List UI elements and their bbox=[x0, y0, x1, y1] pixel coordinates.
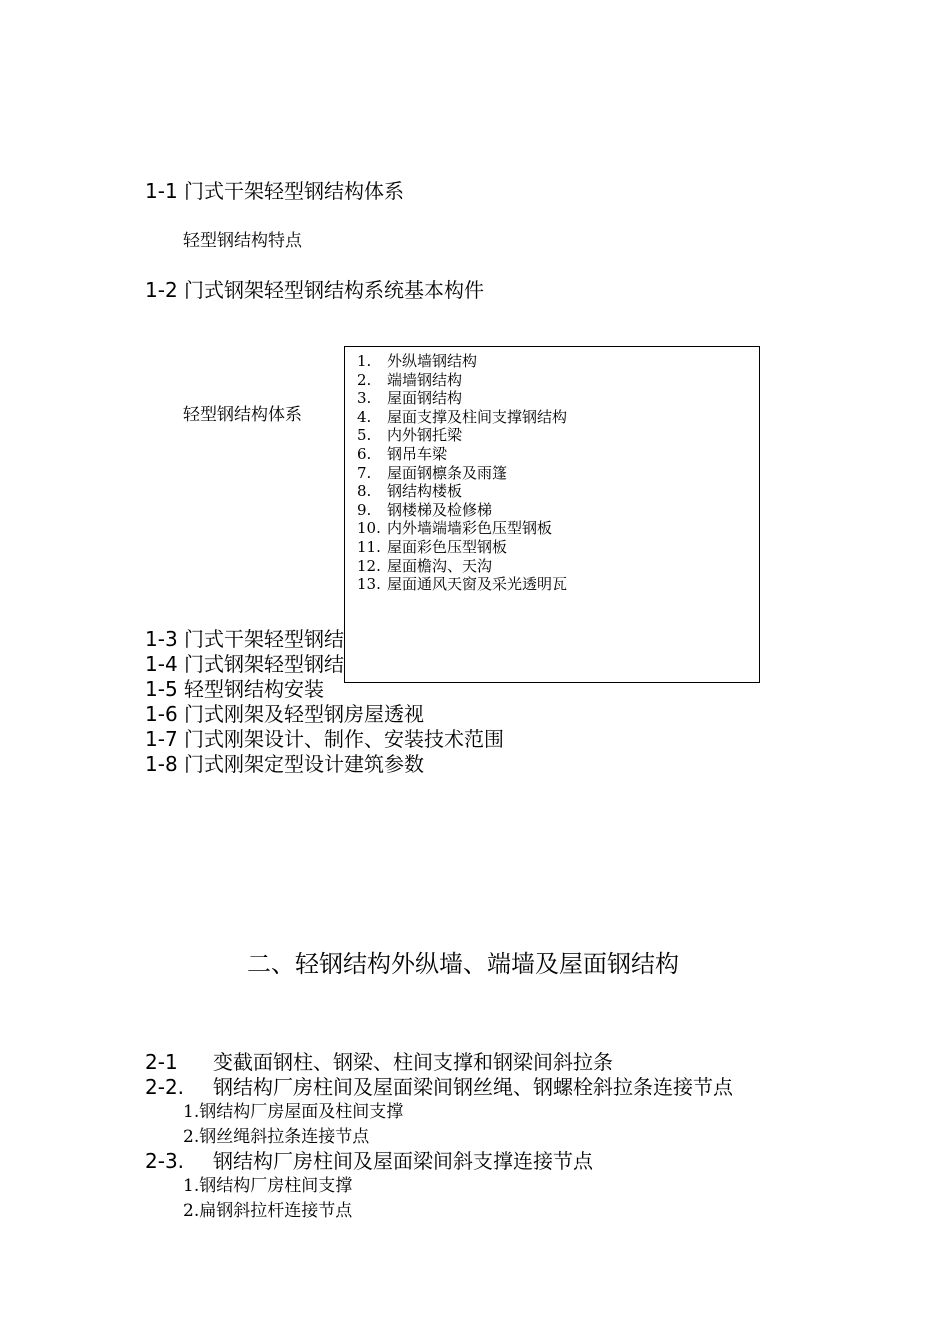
list-item-text: 屋面支撑及柱间支撑钢结构 bbox=[387, 407, 568, 426]
heading-2-1-number: 2-1 bbox=[145, 1050, 178, 1074]
list-item-text: 屋面钢檩条及雨篷 bbox=[387, 463, 508, 482]
list-item bbox=[357, 352, 567, 371]
list-item bbox=[357, 389, 567, 408]
list-item-number: 1. bbox=[357, 352, 372, 370]
list-item-number: 6. bbox=[357, 444, 372, 463]
heading-1-3: 1-3 门式干架轻型钢结 bbox=[145, 627, 345, 651]
heading-2-3 bbox=[145, 1145, 593, 1174]
list-item bbox=[357, 557, 567, 576]
component-list-box bbox=[344, 346, 760, 683]
list-item-text: 内外墙端墙彩色压型钢板 bbox=[387, 519, 553, 538]
heading-2-2-sub-2: 2.钢丝绳斜拉条连接节点 bbox=[183, 1127, 370, 1147]
list-item bbox=[357, 538, 567, 557]
heading-1-5: 1-5 轻型钢结构安装 bbox=[145, 677, 325, 701]
heading-2-2-text: 钢结构厂房柱间及屋面梁间钢丝绳、钢螺栓斜拉条连接节点 bbox=[213, 1075, 733, 1099]
heading-2-3-text: 钢结构厂房柱间及屋面梁间斜支撑连接节点 bbox=[213, 1149, 593, 1173]
list-item-number: 5. bbox=[357, 426, 372, 445]
heading-1-4: 1-4 门式钢架轻型钢结 bbox=[145, 652, 345, 676]
list-item bbox=[357, 575, 567, 594]
list-item-number: 7. bbox=[357, 463, 372, 482]
list-item bbox=[357, 464, 567, 483]
section-2-title: 二、轻钢结构外纵墙、端墙及屋面钢结构 bbox=[247, 950, 679, 978]
heading-1-7: 1-7 门式刚架设计、制作、安装技术范围 bbox=[145, 727, 505, 751]
list-item-text: 屋面彩色压型钢板 bbox=[387, 537, 508, 556]
heading-1-6: 1-6 门式刚架及轻型钢房屋透视 bbox=[145, 702, 425, 726]
list-item-text: 钢楼梯及检修梯 bbox=[387, 500, 493, 519]
list-item-number: 13. bbox=[357, 575, 381, 594]
list-item-text: 屋面钢结构 bbox=[387, 389, 463, 408]
subheading-features: 轻型钢结构特点 bbox=[183, 231, 302, 251]
list-item-text: 内外钢托梁 bbox=[387, 426, 463, 445]
heading-1-8: 1-8 门式刚架定型设计建筑参数 bbox=[145, 752, 425, 776]
list-item bbox=[357, 501, 567, 520]
list-item-text: 屋面檐沟、天沟 bbox=[387, 556, 493, 575]
heading-2-3-sub-2: 2.扁钢斜拉杆连接节点 bbox=[183, 1201, 353, 1221]
heading-2-2-sub-1: 1.钢结构厂房屋面及柱间支撑 bbox=[183, 1102, 404, 1122]
list-item bbox=[357, 426, 567, 445]
list-item bbox=[357, 482, 567, 501]
list-item-text: 钢结构楼板 bbox=[387, 482, 463, 501]
list-item-number: 12. bbox=[357, 556, 381, 575]
list-item-text: 屋面通风天窗及采光透明瓦 bbox=[387, 575, 568, 594]
heading-2-2 bbox=[145, 1071, 733, 1100]
heading-2-1-text: 变截面钢柱、钢梁、柱间支撑和钢梁间斜拉条 bbox=[213, 1050, 613, 1074]
heading-2-3-number: 2-3. bbox=[145, 1149, 185, 1173]
subheading-system: 轻型钢结构体系 bbox=[183, 405, 302, 425]
list-item-number: 2. bbox=[357, 370, 372, 389]
component-list bbox=[357, 352, 567, 594]
list-item-number: 9. bbox=[357, 500, 372, 519]
list-item bbox=[357, 408, 567, 427]
list-item-number: 10. bbox=[357, 519, 381, 538]
heading-1-1: 1-1 门式干架轻型钢结构体系 bbox=[145, 179, 405, 203]
heading-2-3-sub-1: 1.钢结构厂房柱间支撑 bbox=[183, 1176, 353, 1196]
list-item-number: 4. bbox=[357, 407, 372, 426]
list-item-number: 3. bbox=[357, 389, 372, 408]
list-item bbox=[357, 371, 567, 390]
list-item-number: 11. bbox=[357, 537, 381, 556]
list-item-text: 钢吊车梁 bbox=[387, 444, 448, 463]
list-item-number: 8. bbox=[357, 482, 372, 501]
list-item-text: 外纵墙钢结构 bbox=[387, 352, 478, 370]
list-item bbox=[357, 519, 567, 538]
heading-2-2-number: 2-2. bbox=[145, 1075, 185, 1099]
heading-1-2: 1-2 门式钢架轻型钢结构系统基本构件 bbox=[145, 278, 485, 302]
list-item bbox=[357, 445, 567, 464]
list-item-text: 端墙钢结构 bbox=[387, 370, 463, 389]
